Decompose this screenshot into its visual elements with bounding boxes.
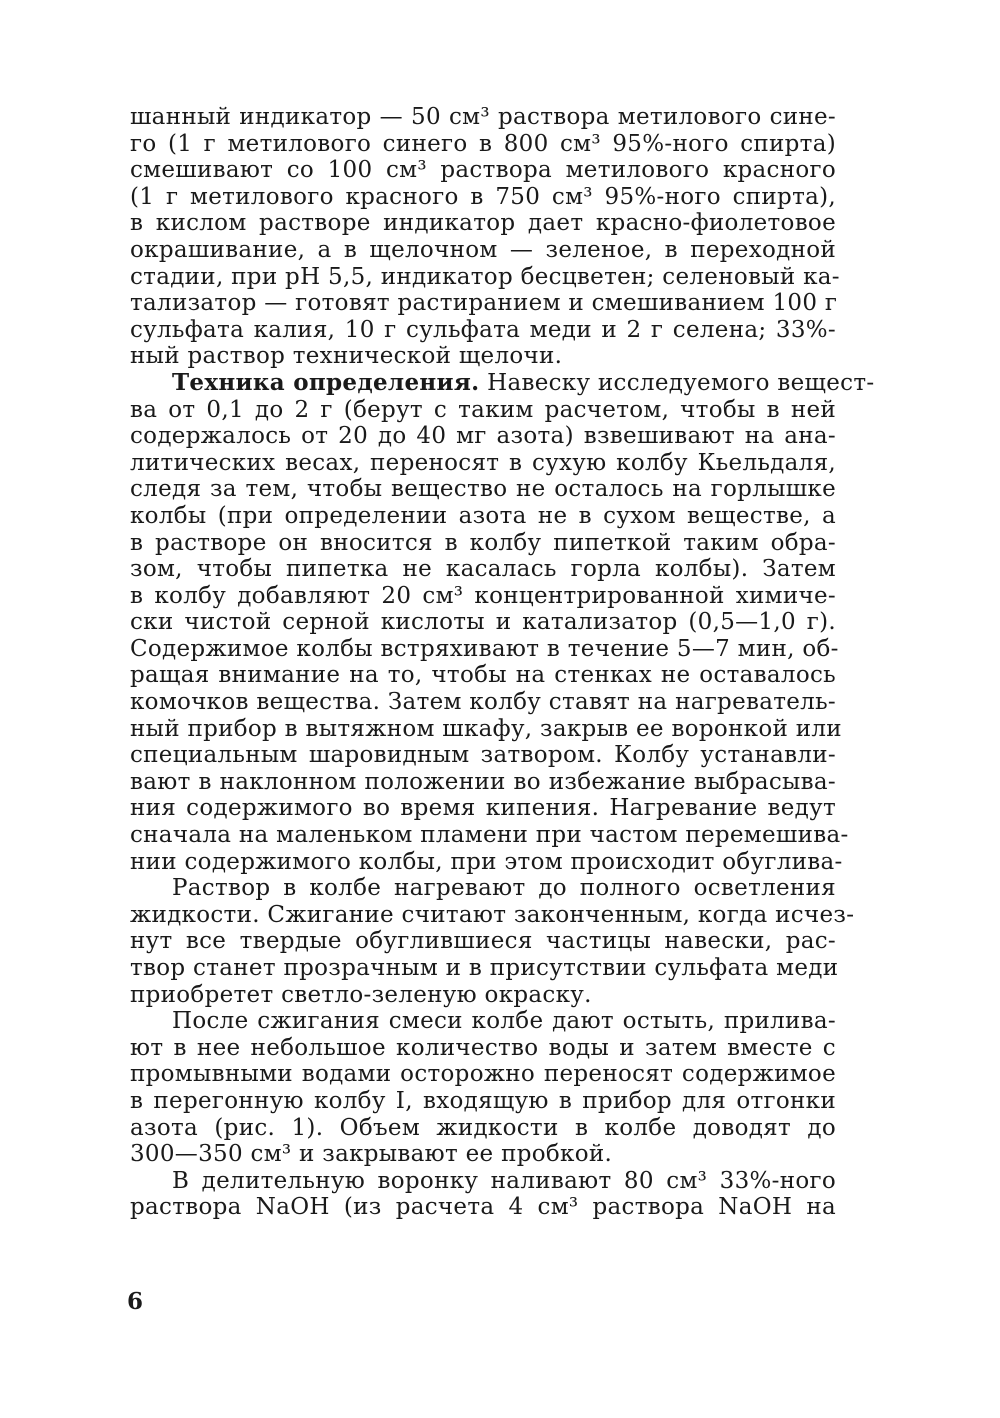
paragraph-technique (130, 368, 875, 875)
text-line: приобретет светло-зеленую окраску. (130, 981, 592, 1008)
text-line: нии содержимого колбы, при этом происходит обуглива- (130, 848, 843, 875)
text-line: Содержимое колбы встряхивают в течение 5—7 мин, об- (130, 635, 839, 662)
text-line: комочков вещества. Затем колбу ставят на нагреватель- (130, 689, 836, 716)
paragraph-funnel (130, 1168, 836, 1221)
text-line: азота (рис. 1). Объем жидкости в колбе доводят до (130, 1114, 836, 1141)
text-line: в кислом растворе индикатор дает красно-фиолетовое (130, 210, 836, 237)
text-line: ния содержимого во время кипения. Нагревание ведут (130, 795, 836, 822)
text-line: в растворе он вносится в колбу пипеткой таким обра- (130, 529, 836, 556)
text-line: ют в нее небольшое количество воды и затем вместе с (130, 1034, 836, 1061)
section-heading-technique: Техника определения. (172, 368, 480, 396)
text-line: в колбу добавляют 20 см³ концентрированной химиче- (130, 582, 836, 609)
text-line: стадии, при pH 5,5, индикатор бесцветен; селеновый ка- (130, 263, 840, 290)
page-number: 6 (127, 1288, 144, 1315)
text-line: ва от 0,1 до 2 г (берут с таким расчетом, чтобы в ней (130, 396, 836, 423)
text-line: В делительную воронку наливают 80 см³ 33%-ного (172, 1167, 836, 1194)
text-line: ный раствор технической щелочи. (130, 343, 563, 370)
paragraph-indicator-continuation (130, 104, 840, 370)
text-line: После сжигания смеси колбе дают остыть, прилива- (172, 1008, 836, 1035)
text-line: колбы (при определении азота не в сухом веществе, а (130, 502, 836, 529)
text-line: ращая внимание на то, чтобы на стенках не оставалось (130, 662, 836, 689)
text-line: в перегонную колбу I, входящую в прибор для отгонки (130, 1087, 836, 1114)
text-line: окрашивание, а в щелочном — зеленое, в переходной (130, 236, 836, 263)
text-line: шанный индикатор — 50 см³ раствора метилового сине- (130, 104, 836, 130)
text-line: сначала на маленьком пламени при частом перемешива- (130, 822, 849, 849)
text-line: жидкости. Сжигание считают законченным, когда исчез- (130, 901, 855, 928)
text-line: вают в наклонном положении во избежание выбрасыва- (130, 768, 836, 795)
text-line: раствора NaOH (из расчета 4 см³ раствора NaOH на (130, 1194, 836, 1221)
text-line: тализатор — готовят растиранием и смешиванием 100 г (130, 290, 838, 317)
text-line: содержалось от 20 до 40 мг азота) взвешивают на ана- (130, 423, 836, 450)
text-line: 300—350 см³ и закрывают ее пробкой. (130, 1141, 613, 1168)
text-line: ный прибор в вытяжном шкафу, закрыв ее воронкой или (130, 715, 842, 742)
text-line: го (1 г метилового синего в 800 см³ 95%-ного спирта) (130, 130, 836, 157)
text-line: специальным шаровидным затвором. Колбу устанавли- (130, 742, 836, 769)
text-line: (1 г метилового красного в 750 см³ 95%-ного спирта), (130, 183, 836, 210)
text-line: нут все твердые обуглившиеся частицы навески, рас- (130, 928, 836, 955)
body-text (130, 104, 875, 1221)
text-line: литических весах, переносят в сухую колбу Кьельдаля, (130, 449, 836, 476)
text-line: ски чистой серной кислоты и катализатор (0,5—1,0 г). (130, 609, 836, 636)
text-line: смешивают со 100 см³ раствора метилового красного (130, 157, 836, 184)
text-line: твор станет прозрачным и в присутствии сульфата меди (130, 955, 839, 981)
text-line: зом, чтобы пипетка не касалась горла колбы). Затем (130, 556, 836, 583)
text-line: следя за тем, чтобы вещество не осталось на горлышке (130, 476, 836, 503)
text-line: промывными водами осторожно переносят содержимое (130, 1061, 836, 1088)
text-line: сульфата калия, 10 г сульфата меди и 2 г селена; 33%- (130, 316, 836, 343)
text-line-first (130, 368, 875, 397)
paragraph-transfer (130, 1008, 836, 1168)
text-fragment: Навеску исследуемого вещест- (479, 369, 875, 396)
text-line: Раствор в колбе нагревают до полного осветления (172, 875, 836, 902)
paragraph-combustion (130, 875, 855, 1008)
